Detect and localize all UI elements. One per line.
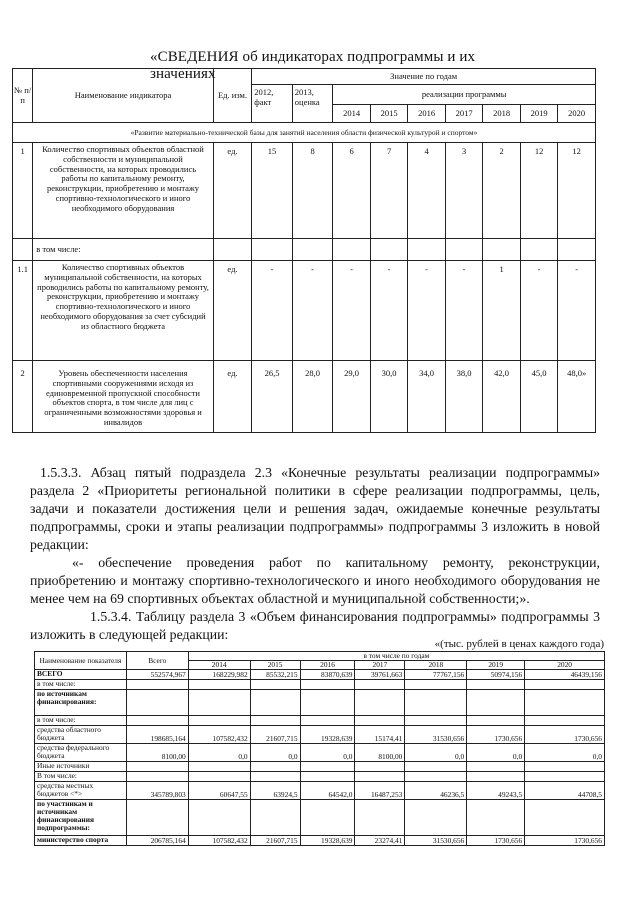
- year-cell: 2017: [445, 105, 483, 123]
- header-num: № п/п: [13, 69, 33, 123]
- value-cell: [525, 716, 605, 726]
- value-cell: 345789,803: [126, 782, 188, 800]
- value-cell: [126, 690, 188, 716]
- value-cell: 8100,00: [355, 744, 405, 762]
- value-cell: [250, 762, 300, 772]
- header-values: Значение по годам: [252, 69, 596, 85]
- units-note: «(тыс. рублей в ценах каждого года): [434, 638, 604, 650]
- row-unit: ед.: [213, 261, 252, 361]
- value-cell: 46236,5: [405, 782, 467, 800]
- value-cell: 83870,639: [300, 670, 355, 680]
- value-cell: [467, 690, 525, 716]
- year-cell: 2015: [370, 105, 408, 123]
- value-cell: 0,0: [300, 744, 355, 762]
- header-impl: реализации программы: [333, 85, 596, 105]
- value-cell: [188, 680, 250, 690]
- value-cell: 60647,55: [188, 782, 250, 800]
- subtotal-label: в том числе:: [33, 239, 213, 261]
- value-cell: -: [558, 261, 596, 361]
- value-cell: 206785,164: [126, 836, 188, 846]
- value-cell: [188, 690, 250, 716]
- value-cell: [467, 800, 525, 836]
- value-cell: 21607,715: [250, 836, 300, 846]
- section-title: «Развитие материально-технической базы для занятий населения области физической культурой и спортом»: [13, 123, 596, 143]
- value-cell: [525, 762, 605, 772]
- value-cell: -: [445, 261, 483, 361]
- value-cell: [188, 716, 250, 726]
- value-cell: -: [408, 261, 446, 361]
- value-cell: 0,0: [405, 744, 467, 762]
- value-cell: 0,0: [188, 744, 250, 762]
- value-cell: 2: [483, 143, 521, 239]
- row-label: средства федерального бюджета: [35, 744, 127, 762]
- value-cell: 1730,656: [467, 726, 525, 744]
- value-cell: [300, 680, 355, 690]
- value-cell: [467, 772, 525, 782]
- value-cell: 45,0: [520, 361, 558, 433]
- value-cell: 39761,663: [355, 670, 405, 680]
- value-cell: [126, 680, 188, 690]
- table-row: [35, 782, 605, 800]
- table-row: [35, 726, 605, 744]
- row-label: средства областного бюджета: [35, 726, 127, 744]
- value-cell: 0,0: [250, 744, 300, 762]
- financing-rows: [35, 670, 605, 846]
- page-title: «СВЕДЕНИЯ об индикаторах подпрограммы и их значениях: [150, 49, 476, 82]
- value-cell: [525, 800, 605, 836]
- value-cell: [126, 762, 188, 772]
- value-cell: 44708,5: [525, 782, 605, 800]
- value-cell: [525, 680, 605, 690]
- year-cell: 2018: [483, 105, 521, 123]
- value-cell: [126, 800, 188, 836]
- table-row: [35, 772, 605, 782]
- value-cell: 0,0: [525, 744, 605, 762]
- value-cell: 7: [370, 143, 408, 239]
- value-cell: 12: [520, 143, 558, 239]
- value-cell: [300, 762, 355, 772]
- header-total: Всего: [126, 652, 188, 670]
- value-cell: [355, 762, 405, 772]
- table-row: [35, 670, 605, 680]
- value-cell: 48,0»: [558, 361, 596, 433]
- table-row: [35, 762, 605, 772]
- value-cell: 0,0: [467, 744, 525, 762]
- header-unit: Ед. изм.: [213, 69, 252, 123]
- indicators-table: [12, 68, 596, 433]
- value-cell: [405, 716, 467, 726]
- header-2012: 2012, факт: [252, 85, 293, 123]
- header-years: в том числе по годам: [188, 652, 604, 661]
- value-cell: 3: [445, 143, 483, 239]
- table-row: [35, 690, 605, 716]
- value-cell: 1730,656: [525, 726, 605, 744]
- row-unit: ед.: [213, 143, 252, 239]
- value-cell: [405, 772, 467, 782]
- value-cell: [300, 772, 355, 782]
- value-cell: 23274,41: [355, 836, 405, 846]
- value-cell: [525, 690, 605, 716]
- value-cell: 198685,164: [126, 726, 188, 744]
- value-cell: 85532,215: [250, 670, 300, 680]
- value-cell: 168229,982: [188, 670, 250, 680]
- table-row: [35, 680, 605, 690]
- value-cell: [300, 690, 355, 716]
- value-cell: -: [292, 261, 333, 361]
- value-cell: [126, 772, 188, 782]
- value-cell: 8: [292, 143, 333, 239]
- value-cell: [405, 680, 467, 690]
- value-cell: [126, 716, 188, 726]
- value-cell: -: [370, 261, 408, 361]
- value-cell: [188, 772, 250, 782]
- value-cell: 16487,253: [355, 782, 405, 800]
- value-cell: 21607,715: [250, 726, 300, 744]
- year-cell: 2015: [250, 661, 300, 670]
- header-name: Наименование индикатора: [33, 69, 213, 123]
- row-num: 2: [13, 361, 33, 433]
- value-cell: 50974,156: [467, 670, 525, 680]
- value-cell: [355, 690, 405, 716]
- value-cell: [355, 800, 405, 836]
- value-cell: [467, 716, 525, 726]
- value-cell: 34,0: [408, 361, 446, 433]
- value-cell: -: [520, 261, 558, 361]
- value-cell: 4: [408, 143, 446, 239]
- value-cell: 29,0: [333, 361, 371, 433]
- paragraph-3: 1.5.3.4. Таблицу раздела 3 «Объем финансирования подпрограммы» подпрограммы 3 изложить в следующей редакции:: [30, 609, 600, 642]
- row-unit: ед.: [213, 361, 252, 433]
- year-cell: 2016: [300, 661, 355, 670]
- value-cell: 1730,656: [525, 836, 605, 846]
- row-label: по участникам и источникам финансирования подпрограммы:: [35, 800, 127, 836]
- value-cell: [300, 800, 355, 836]
- row-name: Количество спортивных объектов областной собственности и муниципальной собственности, на которых проводились работы по капитальному ремонту, реконструкции, приобретению и монтажу спортивно-технологического и иного необходимого оборудования: [33, 143, 213, 239]
- value-cell: 31530,656: [405, 726, 467, 744]
- table-row: [35, 744, 605, 762]
- value-cell: [250, 772, 300, 782]
- row-label: В том числе:: [35, 772, 127, 782]
- value-cell: [355, 772, 405, 782]
- row-name: Уровень обеспеченности населения спортивными сооружениями исходя из единовременной пропускной способности объектов спорта, в том числе для лиц с ограниченными возможностями здоровья и инвалидов: [33, 361, 213, 433]
- header-2013: 2013, оценка: [292, 85, 333, 123]
- value-cell: 63924,5: [250, 782, 300, 800]
- value-cell: [405, 800, 467, 836]
- year-cell: 2014: [188, 661, 250, 670]
- table-row: [35, 716, 605, 726]
- year-cell: 2016: [408, 105, 446, 123]
- value-cell: [250, 716, 300, 726]
- value-cell: 46439,156: [525, 670, 605, 680]
- value-cell: 49243,5: [467, 782, 525, 800]
- value-cell: [250, 690, 300, 716]
- financing-table: [34, 651, 605, 846]
- value-cell: [355, 680, 405, 690]
- row-num: 1: [13, 143, 33, 239]
- value-cell: 1: [483, 261, 521, 361]
- table-row: [35, 836, 605, 846]
- value-cell: 38,0: [445, 361, 483, 433]
- row-label: в том числе:: [35, 680, 127, 690]
- year-cell: 2019: [467, 661, 525, 670]
- value-cell: [250, 680, 300, 690]
- value-cell: 19328,639: [300, 836, 355, 846]
- value-cell: 28,0: [292, 361, 333, 433]
- value-cell: [467, 762, 525, 772]
- header-name: Наименование показателя: [35, 652, 127, 670]
- value-cell: 1730,656: [467, 836, 525, 846]
- value-cell: 107582,432: [188, 726, 250, 744]
- value-cell: 64542,0: [300, 782, 355, 800]
- value-cell: [188, 762, 250, 772]
- row-label: средства местных бюджетов <*>: [35, 782, 127, 800]
- row-label: министерство спорта: [35, 836, 127, 846]
- year-cell: 2020: [558, 105, 596, 123]
- value-cell: -: [252, 261, 293, 361]
- value-cell: 552574,967: [126, 670, 188, 680]
- value-cell: 15: [252, 143, 293, 239]
- row-num: 1.1: [13, 261, 33, 361]
- year-cell: 2020: [525, 661, 605, 670]
- value-cell: 42,0: [483, 361, 521, 433]
- value-cell: 30,0: [370, 361, 408, 433]
- value-cell: 77767,156: [405, 670, 467, 680]
- value-cell: [405, 762, 467, 772]
- value-cell: 12: [558, 143, 596, 239]
- value-cell: [405, 690, 467, 716]
- value-cell: 15174,41: [355, 726, 405, 744]
- row-label: Иные источники: [35, 762, 127, 772]
- value-cell: [188, 800, 250, 836]
- row-label: по источникам финансирования:: [35, 690, 127, 716]
- value-cell: 107582,432: [188, 836, 250, 846]
- value-cell: [300, 716, 355, 726]
- row-label: в том числе:: [35, 716, 127, 726]
- row-label: ВСЕГО: [35, 670, 127, 680]
- row-name: Количество спортивных объектов муниципальной собственности, на которых проводились работы по капитальному ремонту, реконструкции, приобретению и монтажу спортивно-технологического и иного необходимого оборудования за счет субсидий из областного бюджета: [33, 261, 213, 361]
- value-cell: [355, 716, 405, 726]
- year-cell: 2017: [355, 661, 405, 670]
- year-cell: 2019: [520, 105, 558, 123]
- year-cell: 2018: [405, 661, 467, 670]
- value-cell: [525, 772, 605, 782]
- value-cell: 8100,00: [126, 744, 188, 762]
- paragraph-2: «- обеспечение проведения работ по капитальному ремонту, реконструкции, приобретению и монтажу спортивно-технологического и иного необходимого оборудования не менее чем на 69 спортивных объектах областной и муниципальной собственности;».: [30, 555, 600, 606]
- value-cell: [467, 680, 525, 690]
- value-cell: 26,5: [252, 361, 293, 433]
- value-cell: 6: [333, 143, 371, 239]
- year-cell: 2014: [333, 105, 371, 123]
- value-cell: 31530,656: [405, 836, 467, 846]
- table-row: [35, 800, 605, 836]
- paragraph-1: 1.5.3.3. Абзац пятый подраздела 2.3 «Конечные результаты реализации подпрограммы» раздела 2 «Приоритеты региональной политики в сфере реализации подпрограммы, цель, задачи и показатели достижения цели и решения задач, ожидаемые конечные результаты подпрограммы, сроки и этапы реализации подпрограммы» подпрограммы 3 изложить в новой редакции:: [30, 465, 600, 552]
- value-cell: [250, 800, 300, 836]
- value-cell: -: [333, 261, 371, 361]
- value-cell: 19328,639: [300, 726, 355, 744]
